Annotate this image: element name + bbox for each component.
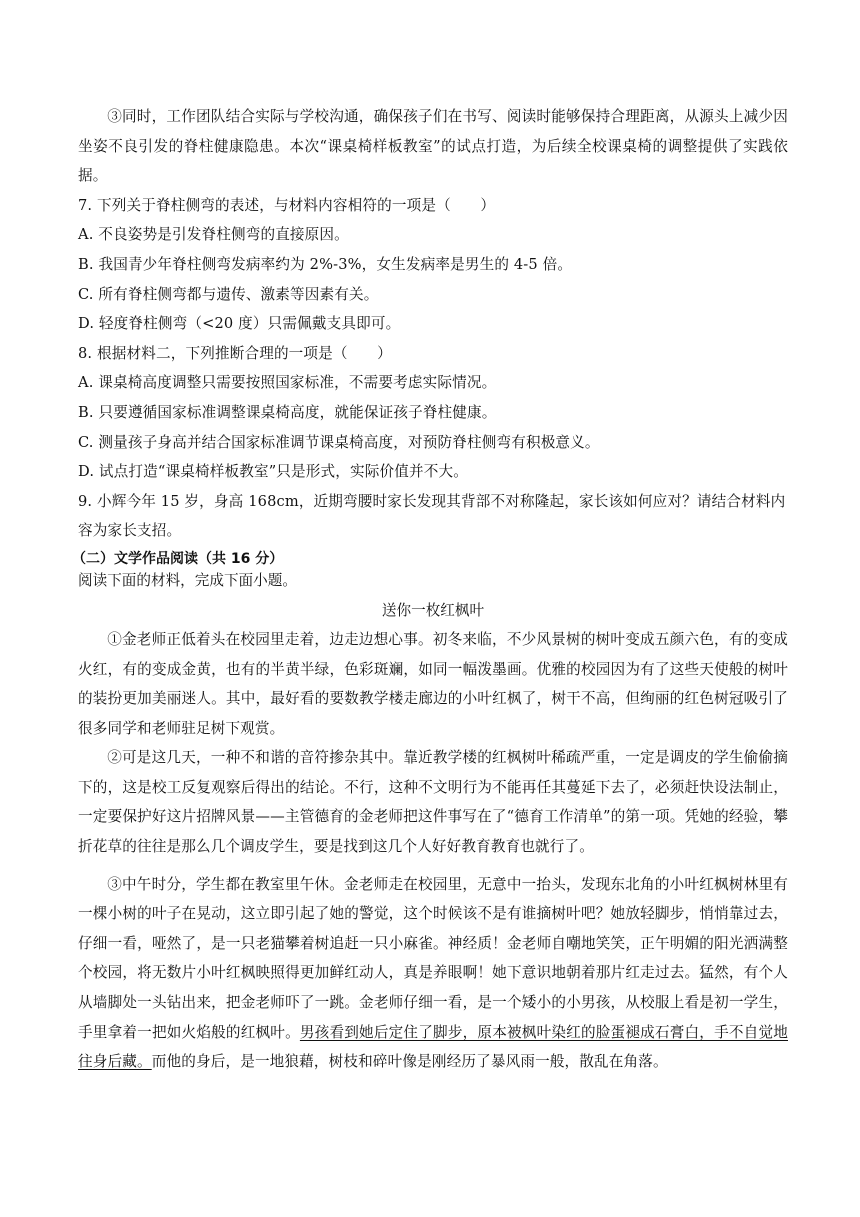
question-8-option-c: C. 测量孩子身高并结合国家标准调节课桌椅高度，对预防脊柱侧弯有积极意义。 <box>78 433 600 451</box>
question-8-option-a: A. 课桌椅高度调整只需要按照国家标准，不需要考虑实际情况。 <box>78 374 497 392</box>
question-9: 9. 小辉今年 15 岁，身高 168cm，近期弯腰时家长发现其背部不对称隆起，家长该如何应对？请结合材料内容为家长支招。 <box>78 492 786 540</box>
section-heading: （二）文学作品阅读（共 16 分） <box>72 550 284 567</box>
question-7-option-d: D. 轻度脊柱侧弯（<20 度）只需佩戴支具即可。 <box>78 315 401 333</box>
question-8 <box>78 339 788 487</box>
question-7-option-a: A. 不良姿势是引发脊柱侧弯的直接原因。 <box>78 226 349 244</box>
material-paragraph-3: ③同时，工作团队结合实际与学校沟通，确保孩子们在书写、阅读时能够保持合理距离，从源头上减少因坐姿不良引发的脊柱健康隐患。本次“课桌椅样板教室”的试点打造，为后续全校课桌椅的调整提供了实践依据。 <box>78 108 788 185</box>
question-8-option-d: D. 试点打造“课桌椅样板教室”只是形式，实际价值并不大。 <box>78 463 468 481</box>
story-title: 送你一枚红枫叶 <box>381 601 485 619</box>
page-content <box>72 102 788 1077</box>
story-paragraph-3-ending: 而他的身后，是一地狼藉，树枝和碎叶像是刚经历了暴风雨一般，散乱在角落。 <box>151 1053 668 1071</box>
section-instruction: 阅读下面的材料，完成下面小题。 <box>78 571 297 589</box>
question-7-option-c: C. 所有脊柱侧弯都与遗传、激素等因素有关。 <box>78 285 379 303</box>
story-paragraph-1: ①金老师正低着头在校园里走着，边走边想心事。初冬来临，不少风景树的树叶变成五颜六色，有的变成火红，有的变成金黄，也有的半黄半绿，色彩斑斓，如同一幅泼墨画。优雅的校园因为有了这些天使般的树叶的装扮更加美丽迷人。其中，最好看的要数教学楼走廊边的小叶红枫了，树干不高，但绚丽的红色树冠吸引了很多同学和老师驻足树下观赏。 <box>78 630 788 737</box>
question-7-option-b: B. 我国青少年脊柱侧弯发病率约为 2%-3%，女生发病率是男生的 4-5 倍。 <box>78 255 573 273</box>
question-8-option-b: B. 只要遵循国家标准调整课桌椅高度，就能保证孩子脊柱健康。 <box>78 403 497 421</box>
underlined-sentence: 男孩看到她后定住了脚步，原本被枫叶染红的脸蛋褪成石膏白，手不自觉地往身后藏。 <box>78 1023 788 1071</box>
question-7-stem: 7. 下列关于脊柱侧弯的表述，与材料内容相符的一项是（ ） <box>78 196 496 214</box>
question-7 <box>78 191 788 339</box>
story-paragraph-3 <box>78 870 788 1077</box>
question-8-stem: 8. 根据材料二，下列推断合理的一项是（ ） <box>78 344 392 362</box>
story-paragraph-2: ②可是这几天，一种不和谐的音符掺杂其中。靠近教学楼的红枫树叶稀疏严重，一定是调皮的学生偷偷摘下的，这是校工反复观察后得出的结论。不行，这种不文明行为不能再任其蔓延下去了，必须赶快设法制止，一定要保护好这片招牌风景——主管德育的金老师把这件事写在了“德育工作清单”的第一项。凭她的经验，攀折花草的往往是那么几个调皮学生，要是找到这几个人好好教育教育也就行了。 <box>78 749 788 856</box>
story-paragraph-3-text: ③中午时分，学生都在教室里午休。金老师走在校园里，无意中一抬头，发现东北角的小叶红枫树林里有一棵小树的叶子在晃动，这立即引起了她的警觉，这个时候该不是有谁摘树叶吧？她放轻脚步，悄悄靠过去，仔细一看，哑然了，是一只老猫攀着树追赶一只小麻雀。神经质！金老师自嘲地笑笑，正午明媚的阳光洒满整个校园，将无数片小叶红枫映照得更加鲜红动人，真是养眼啊！她下意识地朝着那片红走过去。猛然，有个人从墙脚处一头钻出来，把金老师吓了一跳。金老师仔细一看，是一个矮小的小男孩，从校服上看是初一学生，手里拿着一把如火焰般的红枫叶。 <box>78 875 788 1041</box>
